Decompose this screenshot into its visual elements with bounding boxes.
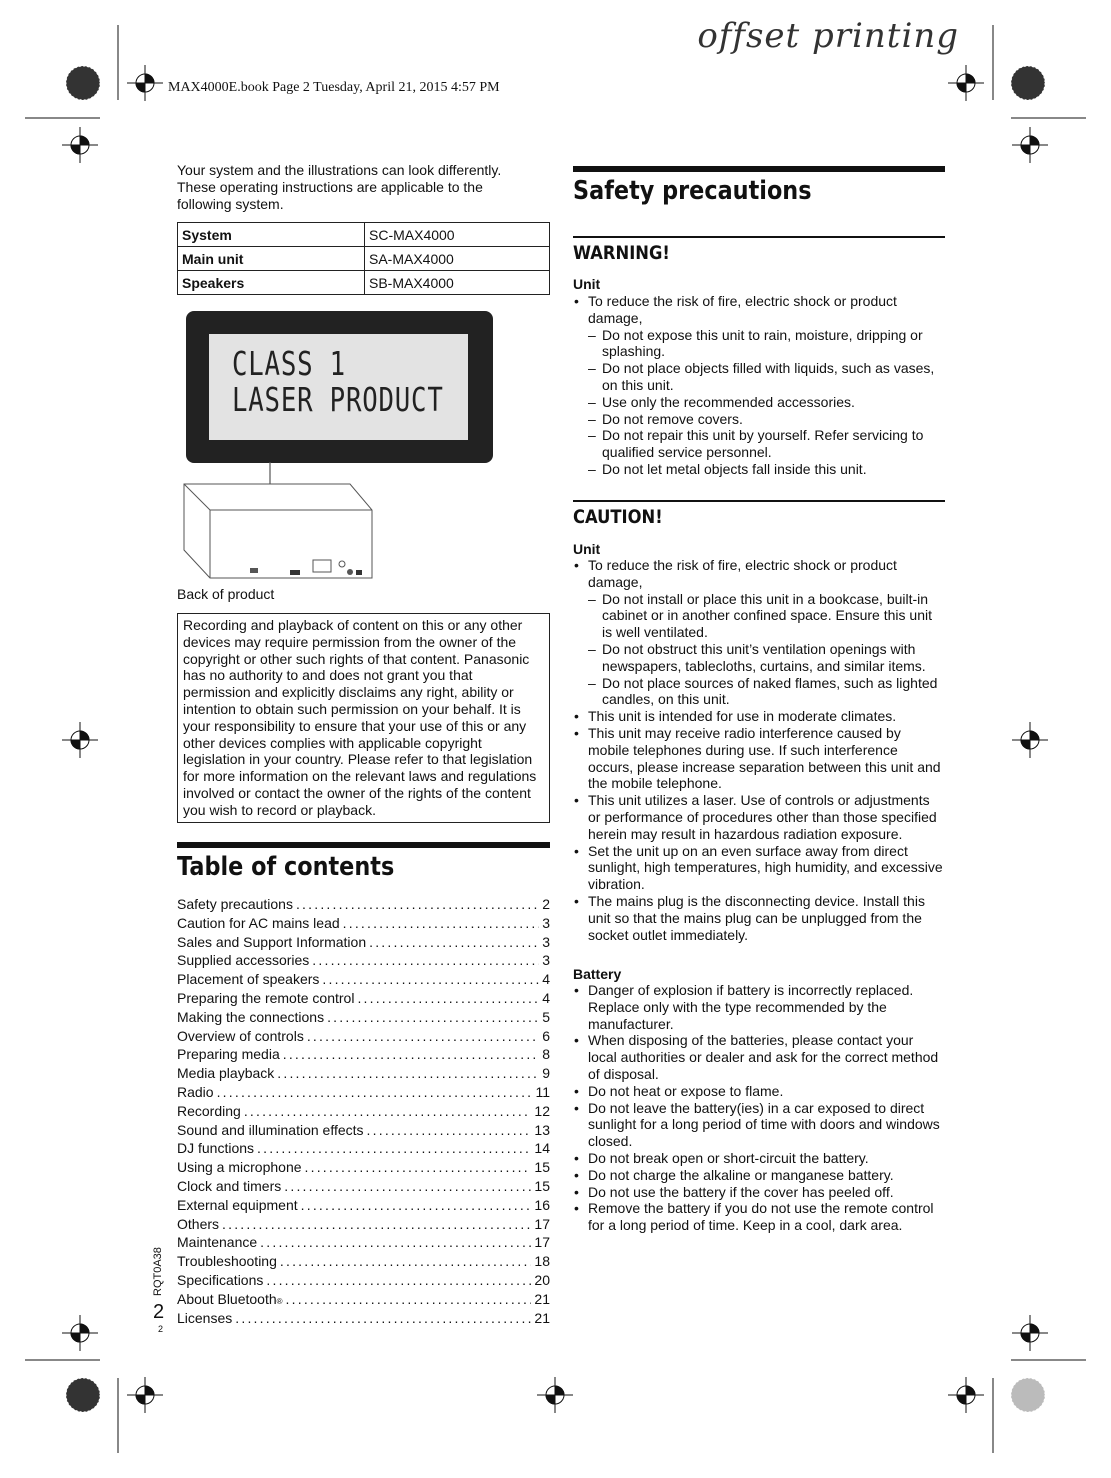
toc-entry-title: Specifications [177, 1271, 264, 1288]
toc-entry-page: 12 [534, 1102, 550, 1119]
warning-rule [573, 236, 945, 238]
toc-entry-page: 17 [534, 1215, 550, 1232]
table-value: SA-MAX4000 [365, 247, 550, 271]
caution-heading: CAUTION! [573, 506, 663, 528]
toc-entry [177, 1103, 550, 1122]
toc-leader-dots [244, 1103, 532, 1119]
print-header: MAX4000E.book Page 2 Tuesday, April 21, 2015 4:57 PM [168, 80, 500, 95]
toc-entry-page: 15 [534, 1177, 550, 1194]
toc-entry [177, 1178, 550, 1197]
system-table [177, 222, 550, 295]
laser-label-line1: CLASS 1 [232, 344, 346, 383]
toc-entry-title: Safety precautions [177, 896, 293, 912]
toc-entry [177, 896, 550, 915]
list-item: • To reduce the risk of fire, electric shock or product damage, [573, 293, 945, 327]
list-item: • Do not heat or expose to flame. [573, 1083, 945, 1100]
toc-leader-dots [235, 1310, 531, 1326]
doc-code: RQT0A38 [152, 1247, 164, 1296]
list-item: • This unit is intended for use in moderate climates. [573, 708, 945, 725]
toc-entry-page: 21 [534, 1309, 550, 1326]
list-item: • Do not leave the battery(ies) in a car exposed to direct sunlight for a long period of time with doors and windows closed. [573, 1100, 945, 1150]
toc-entry-title: DJ functions [177, 1140, 255, 1157]
table-of-contents [177, 896, 550, 1328]
battery-subheading: Battery [573, 966, 622, 982]
toc-entry [177, 1009, 550, 1028]
sub-list-item: – Do not expose this unit to rain, moisture, dripping or splashing. [573, 327, 945, 361]
sub-list-item: – Use only the recommended accessories. [573, 394, 945, 411]
toc-entry-page: 11 [535, 1083, 550, 1100]
toc-leader-dots [222, 1216, 531, 1232]
page-number-small: 2 [158, 1324, 164, 1334]
safety-title: Safety precautions [573, 176, 812, 206]
toc-entry [177, 1159, 550, 1178]
toc-entry [177, 1046, 550, 1065]
toc-leader-dots [280, 1253, 532, 1269]
toc-entry-page: 2 [542, 896, 550, 912]
toc-entry [177, 1065, 550, 1084]
toc-leader-dots [327, 1009, 539, 1025]
sub-list-item: – Do not install or place this unit in a bookcase, built-in cabinet or in another confined space. Ensure this unit is well ventilated. [573, 591, 945, 641]
toc-entry-title: Preparing the remote control [177, 989, 355, 1006]
table-key: Speakers [178, 271, 365, 295]
toc-entry-page: 8 [542, 1046, 550, 1063]
toc-entry [177, 1291, 550, 1310]
toc-entry-page: 21 [534, 1290, 550, 1307]
toc-entry [177, 915, 550, 934]
list-item: • The mains plug is the disconnecting device. Install this unit so that the mains plug can be unplugged from the socket outlet immediately. [573, 893, 945, 943]
toc-entry-page: 3 [542, 952, 550, 969]
toc-entry-title: Recording [177, 1102, 241, 1119]
table-row [178, 223, 550, 247]
toc-entry-page: 20 [534, 1271, 550, 1288]
toc-leader-dots [312, 952, 539, 968]
toc-entry-page: 14 [534, 1140, 550, 1157]
toc-entry-title: Licenses [177, 1309, 233, 1326]
list-item: • Set the unit up on an even surface away from direct sunlight, high temperatures, high humidity, and excessive vibration. [573, 843, 945, 893]
toc-entry [177, 971, 550, 990]
list-item: • This unit may receive radio interference caused by mobile telephones during use. If such interference occurs, please increase separation between this unit and the mobile telephone. [573, 725, 945, 792]
warning-list [573, 293, 945, 478]
toc-entry [177, 1084, 550, 1103]
toc-entry [177, 1234, 550, 1253]
toc-entry-page: 4 [542, 989, 550, 1006]
registered-mark: ® [276, 1296, 283, 1306]
battery-list [573, 982, 945, 1234]
toc-entry-title: Placement of speakers [177, 971, 320, 988]
caution-unit-list [573, 557, 945, 943]
list-item: • Do not break open or short-circuit the battery. [573, 1150, 945, 1167]
table-key: System [178, 223, 365, 247]
toc-entry-title: Supplied accessories [177, 952, 310, 969]
toc-leader-dots [369, 934, 539, 950]
toc-leader-dots [322, 971, 539, 987]
toc-entry-title: Clock and timers [177, 1177, 282, 1194]
toc-entry-title: Troubleshooting [177, 1253, 277, 1270]
toc-entry-title: Others [177, 1215, 220, 1232]
laser-label-line2: LASER PRODUCT [232, 380, 444, 419]
table-key: Main unit [178, 247, 365, 271]
toc-entry-page: 18 [534, 1253, 550, 1270]
toc-entry-title: Making the connections [177, 1008, 325, 1025]
table-value: SC-MAX4000 [365, 223, 550, 247]
table-row [178, 247, 550, 271]
list-item: • Do not charge the alkaline or manganese battery. [573, 1167, 945, 1184]
toc-title: Table of contents [177, 852, 395, 882]
toc-entry-title: Sales and Support Information [177, 933, 367, 950]
sub-list-item: – Do not repair this unit by yourself. Refer servicing to qualified service personnel. [573, 427, 945, 461]
toc-entry-page: 6 [542, 1027, 550, 1044]
toc-leader-dots [286, 1291, 532, 1307]
toc-entry-title: Radio [177, 1083, 214, 1100]
list-item: • To reduce the risk of fire, electric shock or product damage, [573, 557, 945, 591]
toc-leader-dots [217, 1084, 533, 1100]
sub-list-item: – Do not obstruct this unit’s ventilation openings with newspapers, tablecloths, curtains, and similar items. [573, 641, 945, 675]
toc-entry-title: Sound and illumination effects [177, 1121, 364, 1138]
toc-rule [177, 842, 550, 848]
toc-leader-dots [277, 1065, 539, 1081]
toc-entry-page: 16 [534, 1196, 550, 1213]
list-item: • Danger of explosion if battery is incorrectly replaced. Replace only with the type recommended by the manufacturer. [573, 982, 945, 1032]
intro-text: Your system and the illustrations can look differently. These operating instructions are applicable to the following system. [177, 162, 502, 212]
toc-entry-title: Media playback [177, 1065, 275, 1082]
toc-entry [177, 952, 550, 971]
toc-entry [177, 934, 550, 953]
page-number: 2 [153, 1301, 165, 1323]
copyright-notice: Recording and playback of content on this or any other devices may require permission from the owner of the copyright or other such rights of that content. Panasonic has no authority to and does not grant you that permission and explicitly disclaims any right, ability or intention to obtain such permission on your behalf. It is your responsibility to ensure that your use of this or any other devices complies with applicable copyright legislation in your country. Please refer to that legislation for more information on the relevant laws and regulations involved or contact the owner of the rights of the content you wish to record or playback. [177, 613, 550, 823]
table-row [178, 271, 550, 295]
toc-leader-dots [284, 1178, 531, 1194]
toc-entry-page: 3 [542, 933, 550, 950]
sub-list-item: – Do not place sources of naked flames, such as lighted candles, on this unit. [573, 675, 945, 709]
toc-entry-title: About Bluetooth [177, 1290, 277, 1307]
toc-entry [177, 1028, 550, 1047]
toc-leader-dots [343, 915, 540, 931]
toc-entry-page: 13 [534, 1121, 550, 1138]
offset-printing-watermark: offset printing [697, 16, 959, 56]
toc-entry-page: 5 [542, 1008, 550, 1025]
toc-entry-page: 4 [542, 971, 550, 988]
toc-leader-dots [357, 990, 539, 1006]
sub-list-item: – Do not remove covers. [573, 411, 945, 428]
toc-entry [177, 1140, 550, 1159]
product-back-illustration [180, 462, 380, 582]
toc-entry-title: Caution for AC mains lead [177, 914, 340, 931]
toc-leader-dots [301, 1197, 532, 1213]
warning-unit-subheading: Unit [573, 276, 601, 292]
caution-rule [573, 500, 945, 502]
toc-entry-title: Maintenance [177, 1234, 258, 1251]
toc-leader-dots [305, 1159, 532, 1175]
toc-leader-dots [283, 1046, 539, 1062]
toc-entry-title: External equipment [177, 1196, 298, 1213]
toc-leader-dots [260, 1234, 531, 1250]
sub-list-item: – Do not let metal objects fall inside this unit. [573, 461, 945, 478]
toc-entry [177, 1197, 550, 1216]
laser-label-text [232, 346, 444, 418]
caution-unit-subheading: Unit [573, 541, 601, 557]
warning-heading: WARNING! [573, 242, 670, 264]
toc-entry [177, 1253, 550, 1272]
toc-entry-title: Preparing media [177, 1046, 280, 1063]
toc-leader-dots [307, 1028, 539, 1044]
toc-entry [177, 1216, 550, 1235]
toc-entry-title: Using a microphone [177, 1159, 302, 1176]
toc-entry-title: Overview of controls [177, 1027, 304, 1044]
toc-entry-page: 15 [534, 1159, 550, 1176]
toc-leader-dots [367, 1122, 532, 1138]
table-value: SB-MAX4000 [365, 271, 550, 295]
list-item: • Do not use the battery if the cover has peeled off. [573, 1184, 945, 1201]
list-item: • This unit utilizes a laser. Use of controls or adjustments or performance of procedures other than those specified herein may result in hazardous radiation exposure. [573, 792, 945, 842]
toc-entry [177, 1272, 550, 1291]
sub-list-item: – Do not place objects filled with liquids, such as vases, on this unit. [573, 360, 945, 394]
back-of-product-caption: Back of product [177, 586, 275, 602]
toc-entry [177, 1310, 550, 1329]
toc-entry [177, 1122, 550, 1141]
list-item: • When disposing of the batteries, please contact your local authorities or dealer and ask for the correct method of disposal. [573, 1032, 945, 1082]
toc-entry-page: 9 [542, 1065, 550, 1082]
list-item: • Remove the battery if you do not use the remote control for a long period of time. Keep in a cool, dark area. [573, 1200, 945, 1234]
toc-entry-page: 3 [542, 914, 550, 931]
toc-leader-dots [296, 896, 539, 912]
toc-leader-dots [257, 1140, 531, 1156]
toc-entry-page: 17 [534, 1234, 550, 1251]
toc-leader-dots [266, 1272, 531, 1288]
safety-rule [573, 166, 945, 172]
toc-entry [177, 990, 550, 1009]
